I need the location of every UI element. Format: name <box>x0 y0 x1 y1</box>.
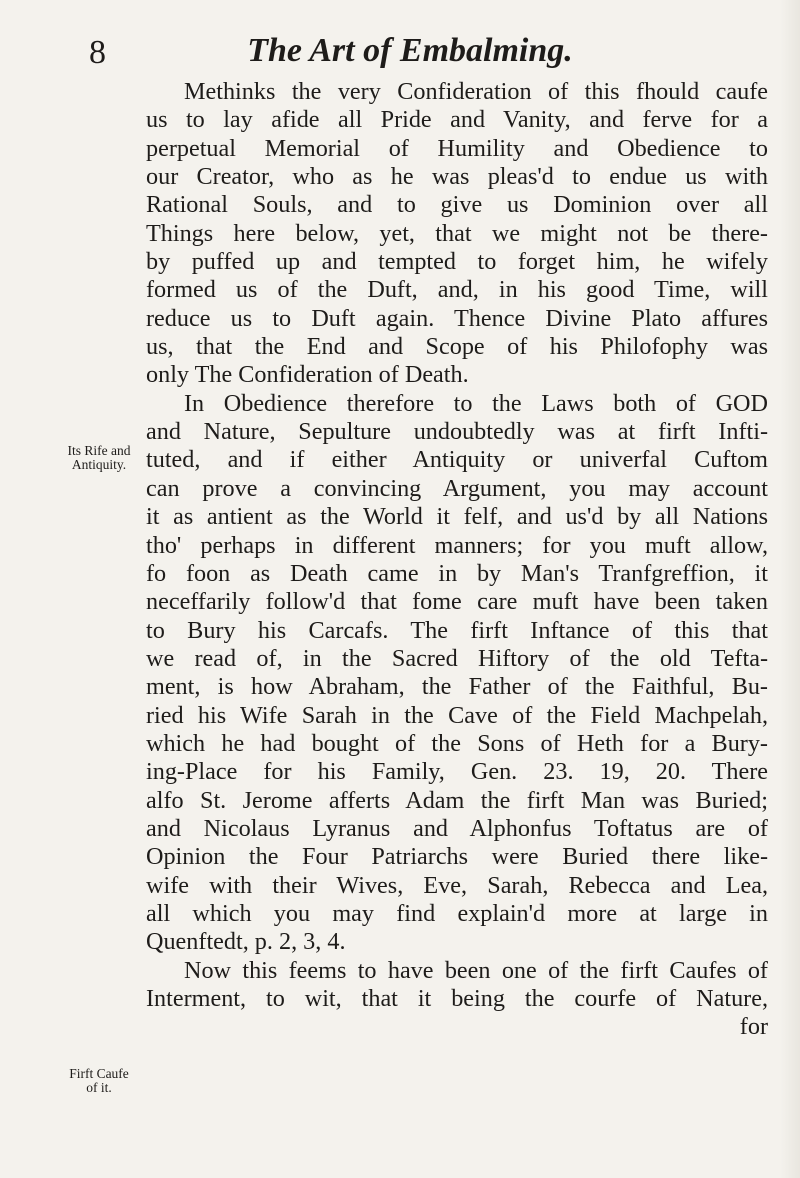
text-line: In Obedience therefore to the Laws both of GOD <box>184 389 768 417</box>
text-line: perpetual Memorial of Humility and Obedience to <box>146 134 768 162</box>
text-line: tho' perhaps in different manners; for you muft allow, <box>146 531 768 559</box>
text-line: Quenftedt, p. 2, 3, 4. <box>146 928 346 956</box>
text-line: us to lay afide all Pride and Vanity, and ferve for a <box>146 106 768 134</box>
text-line: ment, is how Abraham, the Father of the Faithful, Bu- <box>146 673 768 701</box>
text-line: and Nature, Sepulture undoubtedly was at firft Infti- <box>146 418 768 446</box>
text-line: and Nicolaus Lyranus and Alphonfus Toftatus are of <box>146 814 768 842</box>
text-line: tuted, and if either Antiquity or univerfal Cuftom <box>146 446 768 474</box>
text-line: all which you may find explain'd more at large in <box>146 899 768 927</box>
text-line: Now this feems to have been one of the firft Caufes of <box>184 956 768 984</box>
text-line: to Bury his Carcafs. The firft Inftance of this that <box>146 616 768 644</box>
text-line: alfo St. Jerome afferts Adam the firft Man was Buried; <box>146 786 768 814</box>
running-title: The Art of Embalming. <box>247 32 573 69</box>
margin-note-antiquity: Its Rife and Antiquity. <box>67 443 131 472</box>
page-header <box>0 30 800 80</box>
text-line: ried his Wife Sarah in the Cave of the Field Machpelah, <box>146 701 768 729</box>
text-line: wife with their Wives, Eve, Sarah, Rebecca and Lea, <box>146 871 768 899</box>
text-line: can prove a convincing Argument, you may account <box>146 474 768 502</box>
text-line: Methinks the very Confideration of this fhould caufe <box>184 78 768 105</box>
page-number: 8 <box>89 34 106 71</box>
text-line: Opinion the Four Patriarchs were Buried there like- <box>146 843 768 871</box>
text-line: formed us of the Duft, and, in his good Time, will <box>146 276 768 304</box>
text-line: ing-Place for his Family, Gen. 23. 19, 20. There <box>146 758 768 786</box>
text-line: only The Confideration of Death. <box>146 361 469 389</box>
text-line: us, that the End and Scope of his Philofophy was <box>146 333 768 361</box>
catchword: for <box>739 1013 768 1041</box>
text-line: Interment, to wit, that it being the courfe of Nature, <box>146 985 768 1012</box>
text-line: by puffed up and tempted to forget him, he wifely <box>146 248 768 276</box>
margin-note-first-cause: Firft Caufe of it. <box>69 1066 129 1095</box>
text-line: fo foon as Death came in by Man's Tranfgreffion, it <box>146 559 768 587</box>
text-line: it as antient as the World it felf, and us'd by all Nations <box>146 503 768 531</box>
text-line: our Creator, who as he was pleas'd to endue us with <box>146 163 768 191</box>
text-line: Rational Souls, and to give us Dominion over all <box>146 191 768 219</box>
body-text <box>146 78 768 1042</box>
text-line: we read of, in the Sacred Hiftory of the old Tefta- <box>146 644 768 672</box>
text-line: which he had bought of the Sons of Heth for a Bury- <box>146 729 768 757</box>
page-edge-shadow <box>780 0 800 1178</box>
text-line: neceffarily follow'd that fome care muft have been taken <box>146 588 768 616</box>
text-line: reduce us to Duft again. Thence Divine Plato affures <box>146 304 768 332</box>
text-line: Things here below, yet, that we might not be there- <box>146 219 768 247</box>
